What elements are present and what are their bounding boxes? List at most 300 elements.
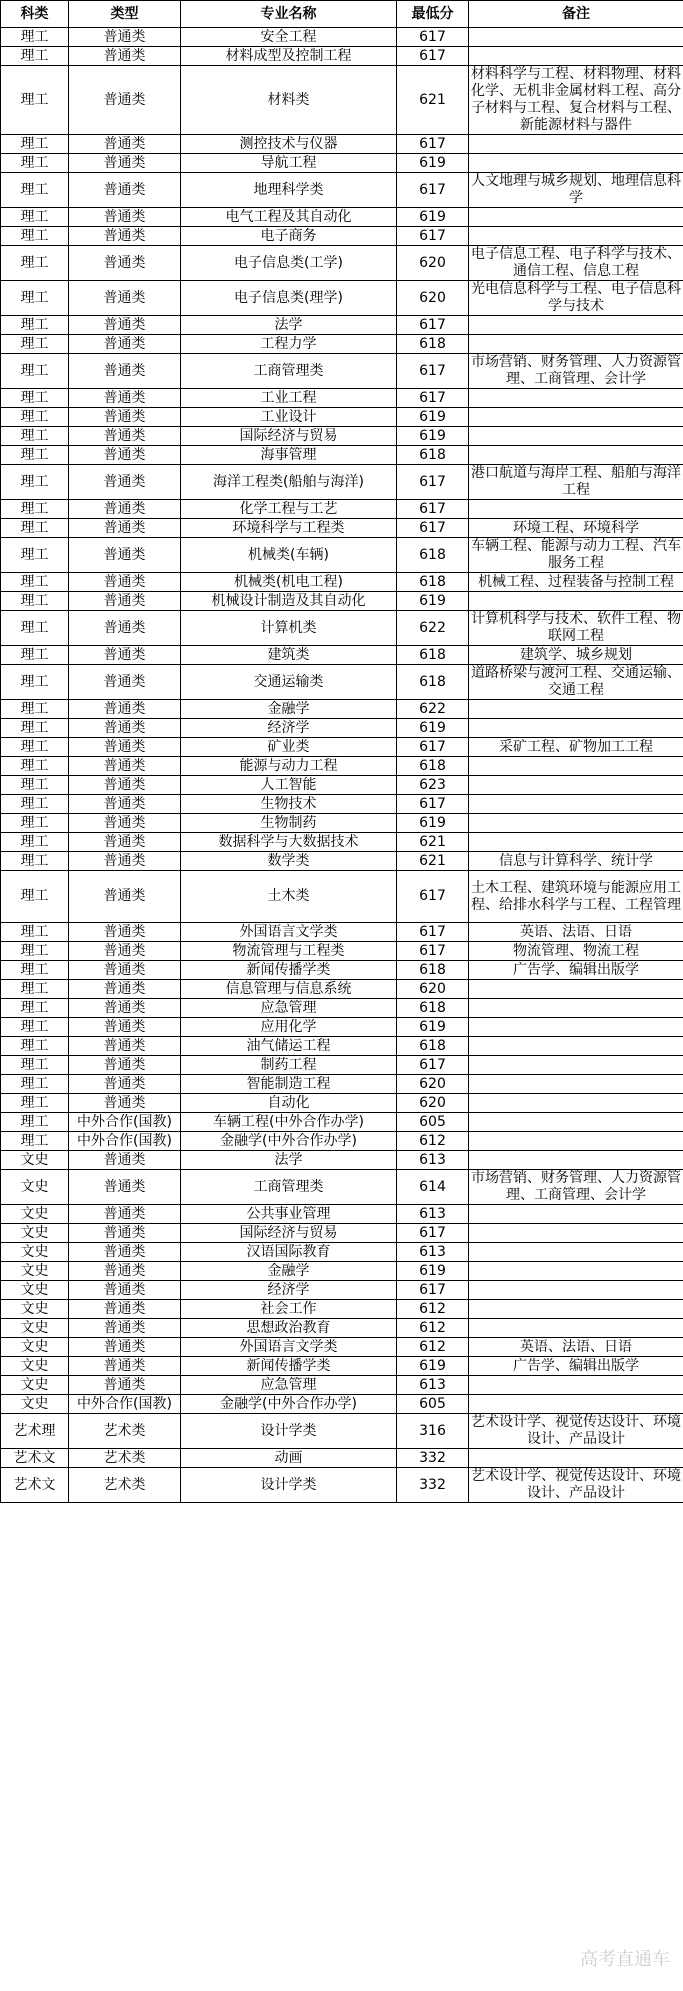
table-row bbox=[1, 757, 683, 776]
cell-type: 普通类 bbox=[69, 500, 181, 519]
cell-min-score: 614 bbox=[397, 1170, 469, 1205]
cell-min-score: 617 bbox=[397, 738, 469, 757]
cell-category: 文史 bbox=[1, 1357, 69, 1376]
table-row bbox=[1, 573, 683, 592]
cell-note: 机械工程、过程装备与控制工程 bbox=[469, 573, 683, 592]
cell-note: 光电信息科学与工程、电子信息科学与技术 bbox=[469, 281, 683, 316]
cell-category: 理工 bbox=[1, 135, 69, 154]
cell-min-score: 621 bbox=[397, 852, 469, 871]
table-row bbox=[1, 942, 683, 961]
cell-major: 智能制造工程 bbox=[181, 1075, 397, 1094]
cell-major: 自动化 bbox=[181, 1094, 397, 1113]
table-row bbox=[1, 1075, 683, 1094]
cell-type: 普通类 bbox=[69, 354, 181, 389]
cell-category: 理工 bbox=[1, 519, 69, 538]
cell-min-score: 619 bbox=[397, 208, 469, 227]
cell-min-score: 619 bbox=[397, 427, 469, 446]
cell-min-score: 613 bbox=[397, 1205, 469, 1224]
cell-type: 普通类 bbox=[69, 1338, 181, 1357]
cell-major: 金融学 bbox=[181, 700, 397, 719]
table-row bbox=[1, 1376, 683, 1395]
table-row bbox=[1, 871, 683, 923]
cell-min-score: 618 bbox=[397, 757, 469, 776]
cell-major: 建筑类 bbox=[181, 646, 397, 665]
cell-min-score: 622 bbox=[397, 611, 469, 646]
table-row bbox=[1, 1018, 683, 1037]
cell-min-score: 619 bbox=[397, 1018, 469, 1037]
cell-type: 艺术类 bbox=[69, 1449, 181, 1468]
cell-category: 理工 bbox=[1, 1037, 69, 1056]
cell-min-score: 613 bbox=[397, 1376, 469, 1395]
cell-note bbox=[469, 1243, 683, 1262]
cell-major: 生物技术 bbox=[181, 795, 397, 814]
cell-type: 普通类 bbox=[69, 980, 181, 999]
table-row bbox=[1, 592, 683, 611]
cell-type: 普通类 bbox=[69, 999, 181, 1018]
cell-type: 普通类 bbox=[69, 1037, 181, 1056]
cell-note bbox=[469, 1018, 683, 1037]
cell-note: 广告学、编辑出版学 bbox=[469, 1357, 683, 1376]
cell-type: 普通类 bbox=[69, 227, 181, 246]
header-note: 备注 bbox=[469, 1, 683, 28]
cell-note: 车辆工程、能源与动力工程、汽车服务工程 bbox=[469, 538, 683, 573]
cell-major: 生物制药 bbox=[181, 814, 397, 833]
table-row bbox=[1, 1357, 683, 1376]
cell-type: 普通类 bbox=[69, 795, 181, 814]
cell-note bbox=[469, 1281, 683, 1300]
cell-note: 电子信息工程、电子科学与技术、通信工程、信息工程 bbox=[469, 246, 683, 281]
cell-type: 普通类 bbox=[69, 738, 181, 757]
cell-note: 道路桥梁与渡河工程、交通运输、交通工程 bbox=[469, 665, 683, 700]
cell-major: 社会工作 bbox=[181, 1300, 397, 1319]
cell-category: 理工 bbox=[1, 246, 69, 281]
cell-category: 理工 bbox=[1, 1056, 69, 1075]
cell-note bbox=[469, 1094, 683, 1113]
cell-min-score: 618 bbox=[397, 665, 469, 700]
table-row bbox=[1, 1151, 683, 1170]
cell-note bbox=[469, 1075, 683, 1094]
table-row bbox=[1, 1281, 683, 1300]
cell-major: 工业设计 bbox=[181, 408, 397, 427]
cell-min-score: 619 bbox=[397, 592, 469, 611]
cell-category: 艺术文 bbox=[1, 1449, 69, 1468]
cell-min-score: 619 bbox=[397, 1357, 469, 1376]
cell-major: 数学类 bbox=[181, 852, 397, 871]
cell-category: 理工 bbox=[1, 592, 69, 611]
table-row bbox=[1, 519, 683, 538]
table-row bbox=[1, 1319, 683, 1338]
cell-category: 文史 bbox=[1, 1319, 69, 1338]
table-row bbox=[1, 719, 683, 738]
cell-note: 环境工程、环境科学 bbox=[469, 519, 683, 538]
cell-min-score: 617 bbox=[397, 519, 469, 538]
table-row bbox=[1, 611, 683, 646]
cell-type: 艺术类 bbox=[69, 1468, 181, 1503]
cell-category: 理工 bbox=[1, 833, 69, 852]
cell-min-score: 617 bbox=[397, 1281, 469, 1300]
cell-category: 文史 bbox=[1, 1224, 69, 1243]
table-row bbox=[1, 389, 683, 408]
table-row bbox=[1, 1449, 683, 1468]
cell-type: 普通类 bbox=[69, 1357, 181, 1376]
table-row bbox=[1, 208, 683, 227]
cell-min-score: 617 bbox=[397, 173, 469, 208]
cell-min-score: 622 bbox=[397, 700, 469, 719]
table-row bbox=[1, 665, 683, 700]
cell-min-score: 620 bbox=[397, 980, 469, 999]
cell-category: 理工 bbox=[1, 573, 69, 592]
cell-note bbox=[469, 1037, 683, 1056]
cell-category: 文史 bbox=[1, 1300, 69, 1319]
cell-category: 理工 bbox=[1, 389, 69, 408]
table-row bbox=[1, 66, 683, 135]
cell-type: 普通类 bbox=[69, 1300, 181, 1319]
cell-major: 地理科学类 bbox=[181, 173, 397, 208]
cell-type: 普通类 bbox=[69, 316, 181, 335]
cell-note bbox=[469, 1300, 683, 1319]
table-row bbox=[1, 1224, 683, 1243]
table-row bbox=[1, 446, 683, 465]
cell-min-score: 617 bbox=[397, 871, 469, 923]
cell-category: 理工 bbox=[1, 1094, 69, 1113]
table-row bbox=[1, 700, 683, 719]
cell-category: 理工 bbox=[1, 942, 69, 961]
table-row bbox=[1, 135, 683, 154]
cell-category: 理工 bbox=[1, 923, 69, 942]
table-row bbox=[1, 1300, 683, 1319]
cell-min-score: 613 bbox=[397, 1243, 469, 1262]
cell-note bbox=[469, 335, 683, 354]
cell-note: 港口航道与海岸工程、船舶与海洋工程 bbox=[469, 465, 683, 500]
cell-major: 油气储运工程 bbox=[181, 1037, 397, 1056]
cell-note bbox=[469, 1113, 683, 1132]
cell-min-score: 619 bbox=[397, 719, 469, 738]
cell-major: 电子信息类(理学) bbox=[181, 281, 397, 316]
cell-category: 理工 bbox=[1, 757, 69, 776]
cell-min-score: 618 bbox=[397, 999, 469, 1018]
cell-type: 普通类 bbox=[69, 465, 181, 500]
cell-category: 文史 bbox=[1, 1205, 69, 1224]
cell-major: 公共事业管理 bbox=[181, 1205, 397, 1224]
cell-major: 工商管理类 bbox=[181, 1170, 397, 1205]
cell-category: 理工 bbox=[1, 281, 69, 316]
table-body bbox=[1, 28, 683, 1503]
cell-min-score: 332 bbox=[397, 1468, 469, 1503]
cell-min-score: 617 bbox=[397, 1224, 469, 1243]
table-row bbox=[1, 1395, 683, 1414]
table-row bbox=[1, 354, 683, 389]
cell-note bbox=[469, 592, 683, 611]
cell-major: 新闻传播学类 bbox=[181, 1357, 397, 1376]
cell-category: 理工 bbox=[1, 719, 69, 738]
cell-major: 海事管理 bbox=[181, 446, 397, 465]
table-row bbox=[1, 1037, 683, 1056]
cell-major: 环境科学与工程类 bbox=[181, 519, 397, 538]
cell-major: 外国语言文学类 bbox=[181, 923, 397, 942]
cell-major: 金融学(中外合作办学) bbox=[181, 1395, 397, 1414]
table-row bbox=[1, 1414, 683, 1449]
table-row bbox=[1, 923, 683, 942]
cell-note: 建筑学、城乡规划 bbox=[469, 646, 683, 665]
cell-major: 计算机类 bbox=[181, 611, 397, 646]
cell-category: 理工 bbox=[1, 999, 69, 1018]
cell-major: 人工智能 bbox=[181, 776, 397, 795]
cell-category: 文史 bbox=[1, 1395, 69, 1414]
cell-category: 理工 bbox=[1, 961, 69, 980]
cell-category: 理工 bbox=[1, 795, 69, 814]
cell-type: 普通类 bbox=[69, 776, 181, 795]
cell-note: 英语、法语、日语 bbox=[469, 923, 683, 942]
cell-type: 普通类 bbox=[69, 389, 181, 408]
table-row bbox=[1, 814, 683, 833]
cell-major: 机械类(机电工程) bbox=[181, 573, 397, 592]
cell-type: 普通类 bbox=[69, 700, 181, 719]
cell-type: 普通类 bbox=[69, 66, 181, 135]
cell-major: 化学工程与工艺 bbox=[181, 500, 397, 519]
cell-major: 国际经济与贸易 bbox=[181, 1224, 397, 1243]
cell-type: 普通类 bbox=[69, 611, 181, 646]
cell-category: 理工 bbox=[1, 1113, 69, 1132]
cell-note bbox=[469, 980, 683, 999]
cell-note bbox=[469, 500, 683, 519]
cell-type: 普通类 bbox=[69, 1018, 181, 1037]
cell-major: 电子信息类(工学) bbox=[181, 246, 397, 281]
cell-note bbox=[469, 1224, 683, 1243]
cell-note bbox=[469, 700, 683, 719]
table-row bbox=[1, 1113, 683, 1132]
watermark-text: 高考直通车 bbox=[580, 1949, 670, 1970]
cell-note: 市场营销、财务管理、人力资源管理、工商管理、会计学 bbox=[469, 354, 683, 389]
cell-note bbox=[469, 776, 683, 795]
cell-min-score: 612 bbox=[397, 1319, 469, 1338]
cell-min-score: 619 bbox=[397, 408, 469, 427]
cell-type: 普通类 bbox=[69, 961, 181, 980]
cell-min-score: 612 bbox=[397, 1132, 469, 1151]
table-row bbox=[1, 173, 683, 208]
cell-min-score: 605 bbox=[397, 1113, 469, 1132]
cell-min-score: 618 bbox=[397, 646, 469, 665]
table-row bbox=[1, 980, 683, 999]
table-row bbox=[1, 1205, 683, 1224]
cell-note bbox=[469, 795, 683, 814]
cell-category: 理工 bbox=[1, 28, 69, 47]
cell-category: 理工 bbox=[1, 66, 69, 135]
cell-min-score: 618 bbox=[397, 961, 469, 980]
header-type: 类型 bbox=[69, 1, 181, 28]
cell-type: 普通类 bbox=[69, 942, 181, 961]
cell-category: 理工 bbox=[1, 852, 69, 871]
cell-note: 英语、法语、日语 bbox=[469, 1338, 683, 1357]
cell-category: 理工 bbox=[1, 208, 69, 227]
cell-min-score: 617 bbox=[397, 942, 469, 961]
cell-type: 普通类 bbox=[69, 281, 181, 316]
cell-type: 普通类 bbox=[69, 814, 181, 833]
cell-note bbox=[469, 1376, 683, 1395]
cell-type: 中外合作(国教) bbox=[69, 1395, 181, 1414]
cell-type: 普通类 bbox=[69, 519, 181, 538]
cell-note bbox=[469, 1132, 683, 1151]
cell-type: 普通类 bbox=[69, 1151, 181, 1170]
table-row bbox=[1, 246, 683, 281]
cell-type: 普通类 bbox=[69, 573, 181, 592]
cell-category: 理工 bbox=[1, 427, 69, 446]
cell-note bbox=[469, 757, 683, 776]
cell-note bbox=[469, 208, 683, 227]
cell-category: 理工 bbox=[1, 47, 69, 66]
table-header-row bbox=[1, 1, 683, 28]
cell-note bbox=[469, 814, 683, 833]
cell-min-score: 613 bbox=[397, 1151, 469, 1170]
cell-min-score: 605 bbox=[397, 1395, 469, 1414]
cell-major: 经济学 bbox=[181, 1281, 397, 1300]
cell-type: 普通类 bbox=[69, 1243, 181, 1262]
cell-type: 普通类 bbox=[69, 592, 181, 611]
cell-category: 理工 bbox=[1, 335, 69, 354]
cell-type: 中外合作(国教) bbox=[69, 1113, 181, 1132]
cell-note: 人文地理与城乡规划、地理信息科学 bbox=[469, 173, 683, 208]
table-row bbox=[1, 47, 683, 66]
cell-major: 外国语言文学类 bbox=[181, 1338, 397, 1357]
table-row bbox=[1, 776, 683, 795]
table-row bbox=[1, 227, 683, 246]
cell-major: 思想政治教育 bbox=[181, 1319, 397, 1338]
cell-category: 理工 bbox=[1, 980, 69, 999]
cell-note bbox=[469, 1151, 683, 1170]
cell-note: 艺术设计学、视觉传达设计、环境设计、产品设计 bbox=[469, 1414, 683, 1449]
cell-min-score: 617 bbox=[397, 227, 469, 246]
cell-type: 普通类 bbox=[69, 1056, 181, 1075]
cell-major: 土木类 bbox=[181, 871, 397, 923]
cell-major: 国际经济与贸易 bbox=[181, 427, 397, 446]
table-row bbox=[1, 852, 683, 871]
cell-type: 普通类 bbox=[69, 665, 181, 700]
cell-note bbox=[469, 1056, 683, 1075]
table-row bbox=[1, 1170, 683, 1205]
cell-note: 信息与计算科学、统计学 bbox=[469, 852, 683, 871]
cell-major: 工程力学 bbox=[181, 335, 397, 354]
cell-major: 能源与动力工程 bbox=[181, 757, 397, 776]
cell-type: 普通类 bbox=[69, 1376, 181, 1395]
cell-min-score: 620 bbox=[397, 246, 469, 281]
cell-type: 普通类 bbox=[69, 833, 181, 852]
cell-major: 应急管理 bbox=[181, 1376, 397, 1395]
cell-major: 设计学类 bbox=[181, 1414, 397, 1449]
table-row bbox=[1, 833, 683, 852]
cell-major: 电子商务 bbox=[181, 227, 397, 246]
cell-note: 市场营销、财务管理、人力资源管理、工商管理、会计学 bbox=[469, 1170, 683, 1205]
cell-min-score: 618 bbox=[397, 1037, 469, 1056]
cell-category: 理工 bbox=[1, 446, 69, 465]
cell-note: 材料科学与工程、材料物理、材料化学、无机非金属材料工程、高分子材料与工程、复合材料与工程、新能源材料与器件 bbox=[469, 66, 683, 135]
cell-category: 理工 bbox=[1, 665, 69, 700]
table-row bbox=[1, 1338, 683, 1357]
cell-category: 艺术理 bbox=[1, 1414, 69, 1449]
cell-min-score: 617 bbox=[397, 500, 469, 519]
cell-major: 金融学(中外合作办学) bbox=[181, 1132, 397, 1151]
cell-category: 文史 bbox=[1, 1243, 69, 1262]
cell-major: 机械设计制造及其自动化 bbox=[181, 592, 397, 611]
cell-type: 普通类 bbox=[69, 1170, 181, 1205]
cell-major: 交通运输类 bbox=[181, 665, 397, 700]
cell-category: 理工 bbox=[1, 500, 69, 519]
cell-type: 普通类 bbox=[69, 923, 181, 942]
cell-note bbox=[469, 427, 683, 446]
cell-note bbox=[469, 154, 683, 173]
cell-min-score: 620 bbox=[397, 1075, 469, 1094]
cell-type: 普通类 bbox=[69, 28, 181, 47]
cell-type: 普通类 bbox=[69, 408, 181, 427]
cell-category: 文史 bbox=[1, 1376, 69, 1395]
cell-min-score: 332 bbox=[397, 1449, 469, 1468]
header-major: 专业名称 bbox=[181, 1, 397, 28]
cell-min-score: 612 bbox=[397, 1300, 469, 1319]
header-category: 科类 bbox=[1, 1, 69, 28]
table-row bbox=[1, 538, 683, 573]
cell-major: 材料成型及控制工程 bbox=[181, 47, 397, 66]
cell-note bbox=[469, 1205, 683, 1224]
table-row bbox=[1, 281, 683, 316]
table-row bbox=[1, 1468, 683, 1503]
cell-category: 文史 bbox=[1, 1281, 69, 1300]
table-row bbox=[1, 465, 683, 500]
cell-type: 普通类 bbox=[69, 246, 181, 281]
cell-major: 汉语国际教育 bbox=[181, 1243, 397, 1262]
cell-type: 普通类 bbox=[69, 47, 181, 66]
cell-note: 物流管理、物流工程 bbox=[469, 942, 683, 961]
cell-major: 海洋工程类(船舶与海洋) bbox=[181, 465, 397, 500]
cell-note bbox=[469, 833, 683, 852]
cell-category: 理工 bbox=[1, 173, 69, 208]
cell-note bbox=[469, 999, 683, 1018]
table-row bbox=[1, 1094, 683, 1113]
cell-type: 普通类 bbox=[69, 208, 181, 227]
cell-type: 普通类 bbox=[69, 1262, 181, 1281]
cell-major: 材料类 bbox=[181, 66, 397, 135]
cell-note: 土木工程、建筑环境与能源应用工程、给排水科学与工程、工程管理 bbox=[469, 871, 683, 923]
cell-min-score: 620 bbox=[397, 1094, 469, 1113]
cell-min-score: 617 bbox=[397, 47, 469, 66]
cell-major: 应用化学 bbox=[181, 1018, 397, 1037]
cell-min-score: 612 bbox=[397, 1338, 469, 1357]
cell-min-score: 617 bbox=[397, 795, 469, 814]
cell-major: 导航工程 bbox=[181, 154, 397, 173]
cell-note bbox=[469, 1395, 683, 1414]
cell-major: 信息管理与信息系统 bbox=[181, 980, 397, 999]
cell-min-score: 617 bbox=[397, 354, 469, 389]
table-row bbox=[1, 427, 683, 446]
cell-min-score: 617 bbox=[397, 923, 469, 942]
cell-note bbox=[469, 28, 683, 47]
cell-min-score: 617 bbox=[397, 28, 469, 47]
cell-note bbox=[469, 47, 683, 66]
cell-min-score: 617 bbox=[397, 1056, 469, 1075]
table-row bbox=[1, 1243, 683, 1262]
cell-major: 制药工程 bbox=[181, 1056, 397, 1075]
cell-major: 电气工程及其自动化 bbox=[181, 208, 397, 227]
cell-category: 理工 bbox=[1, 408, 69, 427]
cell-major: 法学 bbox=[181, 316, 397, 335]
cell-min-score: 619 bbox=[397, 1262, 469, 1281]
cell-major: 应急管理 bbox=[181, 999, 397, 1018]
table-row bbox=[1, 316, 683, 335]
cell-category: 理工 bbox=[1, 611, 69, 646]
table-row bbox=[1, 28, 683, 47]
table-row bbox=[1, 646, 683, 665]
cell-major: 工商管理类 bbox=[181, 354, 397, 389]
cell-category: 理工 bbox=[1, 465, 69, 500]
table-row bbox=[1, 154, 683, 173]
cell-min-score: 617 bbox=[397, 465, 469, 500]
